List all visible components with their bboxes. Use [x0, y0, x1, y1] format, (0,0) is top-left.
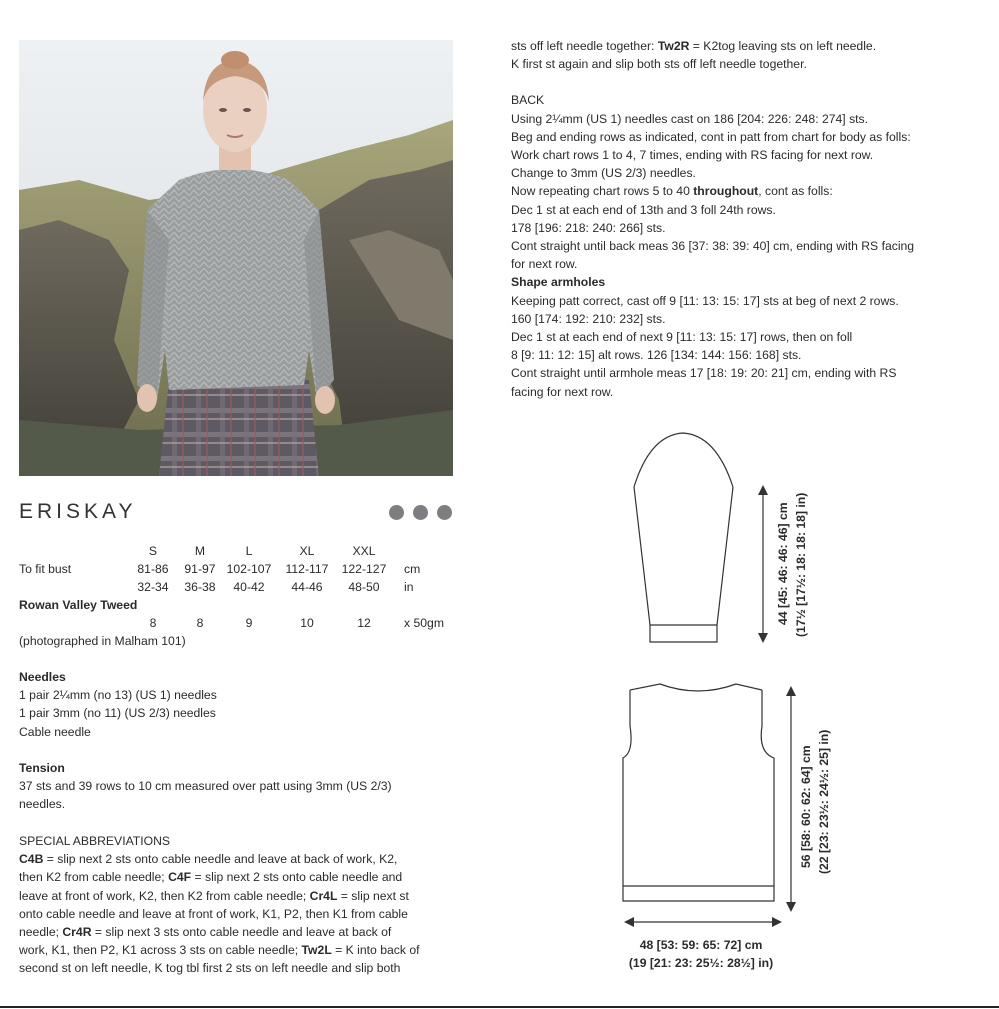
instruction-text: = K into back of: [331, 943, 420, 958]
back-heading: BACK: [511, 93, 545, 108]
instruction-text: = slip next 2 sts onto cable needle and: [191, 870, 403, 885]
instruction-text: Change to 3mm (US 2/3) needles.: [511, 166, 696, 181]
instruction-text: leave at front of work, K2, then K2 from cable needle;: [19, 888, 310, 903]
needles-section: [19, 668, 217, 741]
instruction-line: [19, 941, 420, 959]
abbreviation-term: C4F: [168, 870, 192, 885]
yarn-quantity: 10: [300, 616, 314, 630]
instruction-text: Dec 1 st at each end of next 9 [11: 13: 15: 17] rows, then on foll: [511, 330, 853, 345]
instruction-text: = slip next st: [337, 888, 409, 903]
sleeve-length-in: (17½ [17½: 18: 18: 18] in): [794, 492, 808, 637]
tension-heading: Tension: [19, 761, 65, 775]
abbreviations-heading: SPECIAL ABBREVIATIONS: [19, 834, 171, 848]
instruction-text: Keeping patt correct, cast off 9 [11: 13: 15: 17] sts at beg of next 2 rows.: [511, 293, 899, 308]
instruction-line: [19, 887, 420, 905]
body-length-in: (22 [23: 23½: 24½: 25] in): [817, 729, 831, 874]
yarn-name: Rowan Valley Tweed: [19, 598, 138, 612]
instruction-line: [19, 868, 420, 886]
page-bottom-rule: [0, 1006, 999, 1008]
abbreviation-term: Cr4R: [62, 925, 92, 940]
sleeve-length-cm: 44 [45: 46: 46: 46] cm: [776, 502, 790, 625]
instruction-line: [511, 182, 914, 200]
size-header: XXL: [352, 544, 376, 558]
tension-section: [19, 759, 392, 814]
needles-heading: Needles: [19, 670, 66, 684]
abbreviation-term: Tw2L: [301, 943, 332, 958]
fit-bust-cm: 112-117: [285, 562, 329, 576]
body-schematic: [610, 676, 840, 976]
instruction-line: [511, 328, 914, 346]
fit-bust-cm: 91-97: [184, 562, 216, 576]
instruction-text: needle;: [19, 925, 63, 940]
instruction-line: [511, 128, 914, 146]
instruction-line: [511, 110, 914, 128]
instruction-line: [511, 255, 914, 273]
fit-bust-in: 44-46: [291, 580, 323, 594]
unit-in: in: [404, 580, 414, 594]
sleeve-side-outline: [634, 487, 733, 625]
instruction-text: facing for next row.: [511, 384, 614, 399]
tension-line: 37 sts and 39 rows to 10 cm measured over patt using 3mm (US 2/3): [19, 779, 392, 794]
yarn-quantity: 12: [357, 616, 371, 630]
fit-bust-in: 32-34: [137, 580, 169, 594]
instruction-text: 178 [196: 218: 240: 266] sts.: [511, 220, 666, 235]
armholes-heading: Shape armholes: [511, 275, 606, 290]
body-length-cm: 56 [58: 60: 62: 64] cm: [799, 745, 813, 868]
needles-line: Cable needle: [19, 724, 91, 739]
body-left-side: [623, 690, 631, 886]
size-header: XL: [299, 544, 315, 558]
abbreviation-term: throughout: [693, 184, 759, 199]
instruction-line: [511, 383, 914, 401]
instruction-text: Work chart rows 1 to 4, 7 times, ending with RS facing for next row.: [511, 148, 874, 163]
yarn-quantity: 9: [245, 616, 253, 630]
instruction-line: [511, 146, 914, 164]
fit-bust-in: 40-42: [233, 580, 265, 594]
instruction-line: [511, 219, 914, 237]
size-header: M: [194, 544, 206, 558]
body-neck-outline: [630, 684, 762, 691]
needles-line: 1 pair 2¼mm (no 13) (US 1) needles: [19, 688, 217, 703]
size-header: S: [148, 544, 158, 558]
sleeve-cap-outline: [634, 433, 733, 487]
instruction-text: Now repeating chart rows 5 to 40: [511, 184, 694, 199]
instruction-text: Cont straight until back meas 36 [37: 38: 39: 40] cm, ending with RS facing: [511, 239, 915, 254]
instruction-text: onto cable needle and leave at front of work, K1, P2, then K1 from cable: [19, 906, 408, 921]
instruction-line: [19, 959, 420, 977]
instruction-text: for next row.: [511, 257, 578, 272]
instruction-line: [511, 37, 914, 55]
difficulty-dot: [413, 505, 428, 520]
instruction-line: [511, 364, 914, 382]
photographed-note: (photographed in Malham 101): [19, 634, 186, 648]
instruction-text: , cont as folls:: [758, 184, 833, 199]
abbreviation-term: Cr4L: [309, 888, 338, 903]
instruction-text: Using 2¼mm (US 1) needles cast on 186 [204: 226: 248: 274] sts.: [511, 111, 869, 126]
yarn-quantity: 8: [149, 616, 157, 630]
instruction-text: work, K1, then P2, K1 across 3 sts on cable needle;: [19, 943, 302, 958]
instruction-text: 160 [174: 192: 210: 232] sts.: [511, 311, 666, 326]
fit-bust-in: 36-38: [184, 580, 216, 594]
abbreviations-section: [19, 832, 420, 978]
instruction-text: Beg and ending rows as indicated, cont in patt from chart for body as folls:: [511, 129, 911, 144]
fit-bust-cm: 102-107: [226, 562, 272, 576]
body-right-side: [761, 690, 774, 886]
instruction-text: K first st again and slip both sts off left needle together.: [511, 57, 807, 72]
instruction-line: [511, 201, 914, 219]
sleeve-schematic: [620, 425, 820, 655]
model-photo: [19, 40, 453, 476]
body-width-in: (19 [21: 23: 25½: 28½] in): [628, 956, 774, 970]
fit-bust-cm: 81-86: [137, 562, 169, 576]
back-instructions: [511, 110, 914, 274]
instruction-line: [511, 55, 914, 73]
difficulty-dot: [389, 505, 404, 520]
instruction-text: Cont straight until armhole meas 17 [18: 19: 20: 21] cm, ending with RS: [511, 366, 897, 381]
yarn-quantity: 8: [196, 616, 204, 630]
instruction-text: = slip next 2 sts onto cable needle and leave at back of work, K2,: [43, 852, 398, 867]
difficulty-dot: [437, 505, 452, 520]
instruction-text: = slip next 3 sts onto cable needle and leave at back of: [91, 925, 392, 940]
fit-bust-in: 48-50: [348, 580, 380, 594]
instruction-line: [19, 905, 420, 923]
instruction-text: Dec 1 st at each end of 13th and 3 foll 24th rows.: [511, 202, 776, 217]
instruction-line: [511, 164, 914, 182]
fit-bust-label: To fit bust: [19, 562, 72, 576]
instruction-text: sts off left needle together:: [511, 39, 658, 53]
instruction-text: 8 [9: 11: 12: 15] alt rows. 126 [134: 144: 156: 168] sts.: [511, 348, 802, 363]
instruction-line: [19, 850, 420, 868]
instruction-line: [511, 346, 914, 364]
yarn-unit: x 50gm: [404, 616, 444, 630]
tension-line: needles.: [19, 797, 66, 812]
instructions-column: [511, 37, 914, 401]
instruction-line: [511, 237, 914, 255]
fit-bust-cm: 122-127: [341, 562, 387, 576]
instruction-text: second st on left needle, K tog tbl first 2 sts on left needle and slip both: [19, 961, 401, 976]
needles-line: 1 pair 3mm (no 11) (US 2/3) needles: [19, 706, 216, 721]
pattern-title: ERISKAY: [19, 500, 137, 523]
abbreviation-term: Tw2R: [657, 39, 690, 53]
sleeve-cuff-outline: [650, 625, 717, 642]
instruction-text: = K2tog leaving sts on left needle.: [689, 39, 877, 53]
body-rib-outline: [623, 886, 774, 901]
abbreviations-continued: [511, 37, 914, 73]
armholes-instructions: [511, 292, 914, 401]
unit-cm: cm: [404, 562, 421, 576]
instruction-line: [511, 292, 914, 310]
body-width-cm: 48 [53: 59: 65: 72] cm: [639, 938, 763, 952]
instruction-line: [511, 310, 914, 328]
instruction-text: then K2 from cable needle;: [19, 870, 169, 885]
abbreviations-body: [19, 850, 420, 977]
model-photo-illustration: [19, 40, 453, 476]
instruction-line: [19, 923, 420, 941]
size-header: L: [245, 544, 253, 558]
abbreviation-term: C4B: [19, 852, 44, 867]
